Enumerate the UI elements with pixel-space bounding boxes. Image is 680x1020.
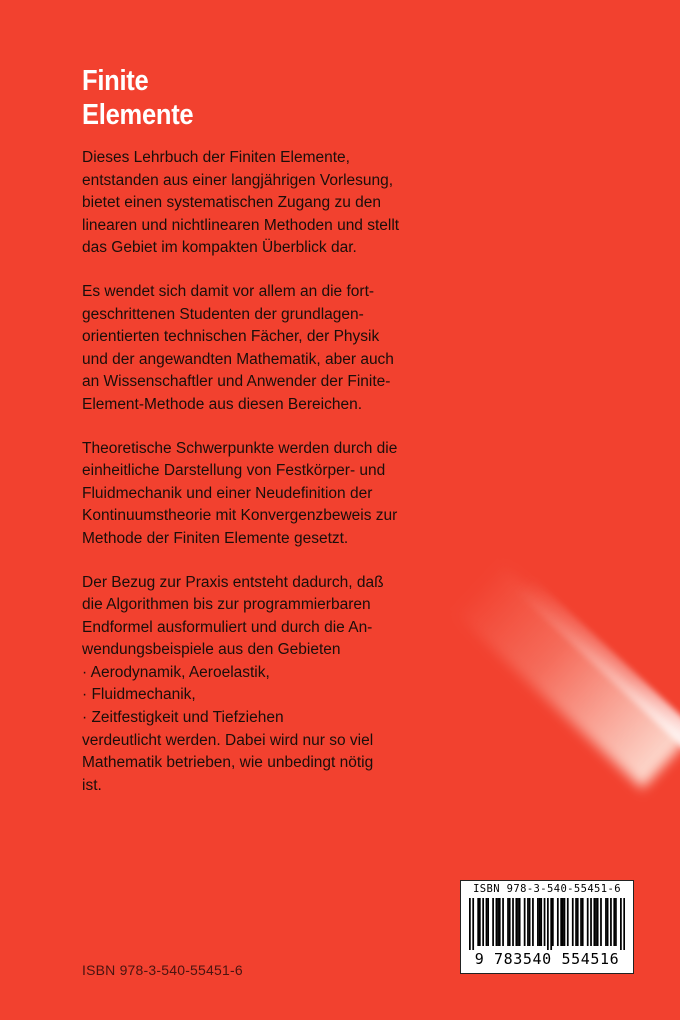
barcode-bar xyxy=(469,898,471,950)
barcode-bar xyxy=(564,898,566,946)
barcode-bar xyxy=(544,898,546,946)
barcode-bar xyxy=(597,898,599,946)
barcode-bar xyxy=(575,898,577,946)
barcode-bar xyxy=(593,898,595,946)
barcode-bar xyxy=(595,898,597,946)
barcode-bar xyxy=(532,898,534,946)
barcode-bar xyxy=(497,898,499,946)
barcode-bar xyxy=(482,898,484,946)
barcode-bar xyxy=(567,898,569,946)
barcode-bar xyxy=(479,898,481,946)
book-title xyxy=(82,64,193,132)
barcode-bar xyxy=(587,898,589,946)
isbn-label: ISBN 978-3-540-55451-6 xyxy=(82,962,243,978)
light-streak-highlight xyxy=(515,575,680,755)
blurb-paragraph-2: Es wendet sich damit vor allem an die fort- geschrittenen Studenten der grundlagen- orientierten technischen Fächer, der Physik und der angewandten Mathematik, aber auch an Wissenschaftler und Anwender der Finite- Element-Methode aus diesen Bereichen. xyxy=(82,282,394,413)
blurb-paragraph-4: Der Bezug zur Praxis entsteht dadurch, daß die Algorithmen bis zur programmierbaren Endformel ausformuliert und durch die An- wendungsbeispiele aus den Gebieten · Aerodynamik, Aeroelastik, · Fluidmechanik, · Zeitfestigkeit und Tiefziehen verdeutlicht werden. Dabei wird nur so viel Mathematik betrieben, wie unbedingt nötig ist. xyxy=(82,573,384,794)
barcode-bar xyxy=(580,898,582,946)
barcode-bar xyxy=(600,898,602,946)
barcode-bar xyxy=(577,898,579,946)
book-title-line-1: Finite xyxy=(82,65,149,97)
barcode-bar xyxy=(582,898,584,946)
barcode-bar xyxy=(477,898,479,946)
barcode-bars xyxy=(469,898,625,950)
barcode-bar xyxy=(610,898,612,946)
barcode-bar xyxy=(509,898,511,946)
barcode-bar xyxy=(487,898,489,946)
barcode-bar xyxy=(492,898,494,946)
barcode-bar xyxy=(496,898,498,946)
barcode-bar xyxy=(539,898,541,946)
barcode-bar xyxy=(615,898,617,946)
barcode-bar xyxy=(502,898,504,946)
barcode-bar xyxy=(620,898,622,950)
barcode-bar xyxy=(507,898,509,946)
barcode-bar xyxy=(540,898,542,946)
barcode-bar xyxy=(613,898,615,946)
barcode-bar xyxy=(560,898,562,946)
barcode-bar xyxy=(517,898,519,946)
barcode-bar xyxy=(557,898,559,946)
barcode-bar xyxy=(472,898,474,950)
barcode-bar xyxy=(607,898,609,946)
isbn-barcode xyxy=(460,880,634,974)
barcode-bar xyxy=(527,898,529,946)
barcode-bar xyxy=(515,898,517,946)
barcode-bar xyxy=(524,898,526,946)
barcode-bar xyxy=(547,898,549,950)
barcode-bar xyxy=(519,898,521,946)
barcode-bar xyxy=(537,898,539,946)
barcode-bar xyxy=(605,898,607,946)
barcode-bar xyxy=(529,898,531,946)
barcode-bar xyxy=(550,898,552,950)
barcode-bar xyxy=(486,898,488,946)
barcode-bar xyxy=(623,898,625,950)
barcode-bar xyxy=(590,898,592,946)
barcode-isbn-label: ISBN 978-3-540-55451-6 xyxy=(473,883,621,895)
blurb-paragraph-1: Dieses Lehrbuch der Finiten Elemente, entstanden aus einer langjährigen Vorlesung, bietet einen systematischen Zugang zu den linearen und nichtlinearen Methoden und stellt das Gebiet im kompakten Überblick dar. xyxy=(82,149,400,257)
barcode-bar xyxy=(552,898,554,946)
blurb-text xyxy=(82,147,502,818)
barcode-bar xyxy=(572,898,574,946)
barcode-bar xyxy=(512,898,514,946)
barcode-digits: 9 783540 554516 xyxy=(474,950,620,968)
barcode-bar xyxy=(499,898,501,946)
barcode-bar xyxy=(562,898,564,946)
blurb-paragraph-3: Theoretische Schwerpunkte werden durch die einheitliche Darstellung von Festkörper- und Fluidmechanik und einer Neudefinition der Kontinuumstheorie mit Konvergenzbeweis zur Methode der Finiten Elemente gesetzt. xyxy=(82,439,398,547)
book-title-line-2: Elemente xyxy=(82,99,194,131)
